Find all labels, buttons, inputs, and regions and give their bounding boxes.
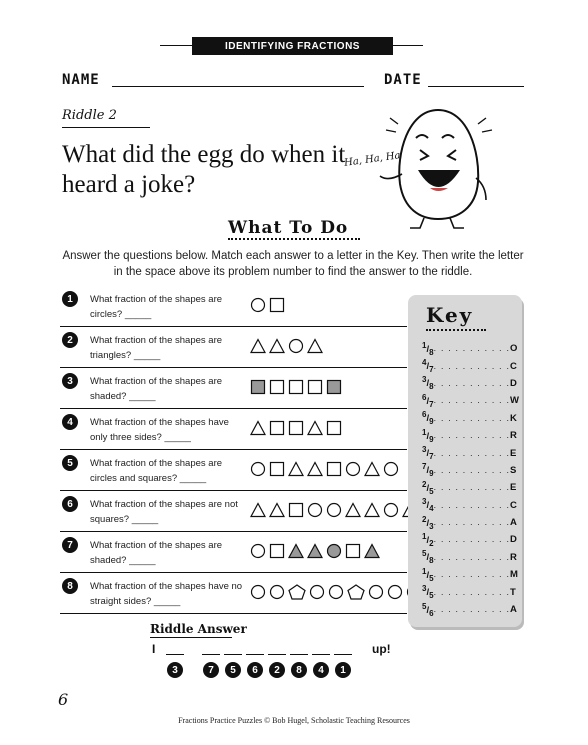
square-shape-icon <box>269 297 285 313</box>
question-text: What fraction of the shapes have only three sides? _____ <box>90 417 229 443</box>
circle-shape-icon <box>368 584 384 600</box>
key-dots: . . . . . . . . . . . <box>433 343 510 355</box>
key-item <box>422 340 518 357</box>
riddle-answer-title: Riddle Answer <box>150 622 247 636</box>
riddle-number: Riddle 2 <box>62 108 117 123</box>
answer-blank[interactable] <box>246 654 264 655</box>
key-dots: . . . . . . . . . . . <box>433 604 510 616</box>
key-letter: W <box>509 395 519 407</box>
riddle-underline <box>62 127 150 128</box>
answer-number-badge: 4 <box>313 662 329 678</box>
question-row <box>60 408 407 450</box>
key-dots: . . . . . . . . . . . <box>433 395 510 407</box>
key-dots: . . . . . . . . . . . <box>433 586 510 598</box>
question-number-badge: 5 <box>62 455 78 471</box>
key-fraction: $^5/_8$ <box>422 549 434 566</box>
key-dots: . . . . . . . . . . . <box>433 412 510 424</box>
question-shapes <box>250 461 399 482</box>
answer-blank[interactable] <box>312 654 330 655</box>
circle-shape-icon <box>387 584 403 600</box>
key-dots: . . . . . . . . . . . <box>433 464 510 476</box>
question-number-badge: 2 <box>62 332 78 348</box>
key-fraction: $^1/_9$ <box>422 427 434 444</box>
key-dots: . . . . . . . . . . . <box>433 482 510 494</box>
key-item <box>422 392 519 409</box>
square-shape-icon <box>326 379 342 395</box>
key-fraction: $^5/_6$ <box>422 601 434 618</box>
question-row <box>60 367 407 409</box>
key-letter: S <box>509 464 517 476</box>
laughing-egg-illustration <box>338 104 498 232</box>
answer-blank[interactable] <box>290 654 308 655</box>
circle-shape-icon <box>383 461 399 477</box>
key-item <box>422 531 517 549</box>
key-item <box>422 479 517 496</box>
date-field[interactable] <box>428 86 524 87</box>
answer-number-badge: 3 <box>167 662 183 678</box>
question-number-badge: 3 <box>62 373 78 389</box>
question-shapes <box>250 543 380 564</box>
section-banner: IDENTIFYING FRACTIONS <box>192 37 393 55</box>
triangle-shape-icon <box>307 543 323 559</box>
circle-shape-icon <box>250 297 266 313</box>
question-number-badge: 8 <box>62 578 78 594</box>
question-shapes <box>250 379 342 400</box>
question-number-badge: 6 <box>62 496 78 512</box>
key-item <box>422 410 517 427</box>
key-fraction: $^6/_9$ <box>422 410 434 427</box>
key-list <box>422 340 519 618</box>
triangle-shape-icon <box>364 461 380 477</box>
circle-shape-icon <box>307 502 323 518</box>
key-item <box>422 462 517 479</box>
key-letter: A <box>509 517 517 529</box>
circle-shape-icon <box>309 584 325 600</box>
key-title: Key <box>426 303 474 327</box>
triangle-shape-icon <box>307 420 323 436</box>
key-item <box>422 357 517 375</box>
key-letter: E <box>509 482 517 494</box>
square-shape-icon <box>269 420 285 436</box>
answer-suffix: up! <box>372 642 391 656</box>
key-dots: . . . . . . . . . . . <box>433 551 510 563</box>
key-letter: R <box>509 430 517 442</box>
square-shape-icon <box>307 379 323 395</box>
instructions: Answer the questions below. Match each answer to a letter in the Key. Then write the letter in the space above its problem number to find the answer to the riddle. <box>62 250 524 278</box>
question-shapes <box>250 420 342 441</box>
triangle-shape-icon <box>250 420 266 436</box>
triangle-shape-icon <box>364 502 380 518</box>
key-item <box>422 601 517 618</box>
key-letter: C <box>509 360 517 372</box>
key-letter: T <box>509 586 516 598</box>
name-label: NAME <box>62 72 100 88</box>
circle-shape-icon <box>250 461 266 477</box>
question-row <box>60 490 407 532</box>
key-item <box>422 375 517 392</box>
key-fraction: $^1/_8$ <box>422 340 434 357</box>
answer-number-badge: 8 <box>291 662 307 678</box>
what-to-do-title: What To Do <box>228 218 349 238</box>
key-letter: O <box>509 343 518 355</box>
key-dots: . . . . . . . . . . . <box>433 517 510 529</box>
square-shape-icon <box>288 379 304 395</box>
pentagon-shape-icon <box>288 584 306 600</box>
answer-blank[interactable] <box>268 654 286 655</box>
question-shapes <box>250 338 323 359</box>
key-item <box>422 583 514 600</box>
square-shape-icon <box>288 502 304 518</box>
key-letter: E <box>509 447 517 459</box>
circle-shape-icon <box>250 543 266 559</box>
square-shape-icon <box>326 461 342 477</box>
circle-shape-icon <box>288 338 304 354</box>
triangle-shape-icon <box>269 338 285 354</box>
key-dots: . . . . . . . . . . . <box>433 430 510 442</box>
question-row <box>60 449 407 491</box>
key-dots: . . . . . . . . . . . <box>433 499 510 511</box>
circle-shape-icon <box>269 584 285 600</box>
triangle-shape-icon <box>269 502 285 518</box>
question-text: What fraction of the shapes have no straight sides? _____ <box>90 581 243 607</box>
name-field[interactable] <box>112 86 364 87</box>
square-shape-icon <box>269 543 285 559</box>
triangle-shape-icon <box>288 543 304 559</box>
key-fraction: $^1/_2$ <box>422 531 434 549</box>
key-dots: . . . . . . . . . . . <box>433 534 510 546</box>
triangle-shape-icon <box>307 461 323 477</box>
circle-shape-icon <box>326 543 342 559</box>
question-text: What fraction of the shapes are circles and squares? _____ <box>90 458 223 484</box>
question-number-badge: 7 <box>62 537 78 553</box>
circle-shape-icon <box>326 502 342 518</box>
question-shapes <box>250 584 422 605</box>
key-letter: C <box>509 499 517 511</box>
riddle-answer-row <box>150 642 410 682</box>
question-row <box>60 326 407 368</box>
key-letter: D <box>509 534 517 546</box>
question-row <box>60 285 407 327</box>
answer-blank[interactable] <box>334 654 352 655</box>
key-fraction: $^3/_7$ <box>422 445 434 462</box>
question-number-badge: 1 <box>62 291 78 307</box>
answer-key-card <box>408 295 522 627</box>
key-item <box>422 427 517 444</box>
answer-number-badge: 1 <box>335 662 351 678</box>
question-shapes <box>250 502 418 523</box>
key-title-underline <box>426 329 486 331</box>
question-row <box>60 531 407 573</box>
key-dots: . . . . . . . . . . . <box>433 377 510 389</box>
answer-prefix: I <box>152 642 156 656</box>
key-letter: K <box>509 412 517 424</box>
triangle-shape-icon <box>364 543 380 559</box>
key-item <box>422 566 518 583</box>
key-item <box>422 514 517 531</box>
circle-shape-icon <box>328 584 344 600</box>
key-dots: . . . . . . . . . . . <box>433 360 510 372</box>
key-fraction: $^2/_3$ <box>422 514 434 531</box>
key-letter: M <box>509 569 518 581</box>
square-shape-icon <box>345 543 361 559</box>
key-fraction: $^3/_5$ <box>422 584 434 601</box>
question-number-badge: 4 <box>62 414 78 430</box>
question-text: What fraction of the shapes are triangles? _____ <box>90 335 223 361</box>
key-item <box>422 444 517 462</box>
answer-blank[interactable] <box>202 654 220 655</box>
answer-blank[interactable] <box>166 654 184 655</box>
square-shape-icon <box>250 379 266 395</box>
triangle-shape-icon <box>250 502 266 518</box>
key-letter: D <box>509 377 517 389</box>
triangle-shape-icon <box>288 461 304 477</box>
key-letter: R <box>509 551 517 563</box>
triangle-shape-icon <box>345 502 361 518</box>
key-dots: . . . . . . . . . . . <box>433 447 510 459</box>
page-number: 6 <box>58 690 69 709</box>
square-shape-icon <box>269 461 285 477</box>
what-to-do-underline <box>228 238 360 240</box>
riddle-question: What did the egg do when it heard a joke? <box>62 141 346 198</box>
key-item <box>422 549 517 566</box>
egg-laugh-text: Ha, Ha, Ha <box>343 150 402 169</box>
key-fraction: $^2/_5$ <box>422 479 434 496</box>
key-dots: . . . . . . . . . . . <box>433 569 510 581</box>
footer-credit: Fractions Practice Puzzles © Bob Hugel, Scholastic Teaching Resources <box>178 716 410 725</box>
square-shape-icon <box>269 379 285 395</box>
question-text: What fraction of the shapes are shaded? _____ <box>90 376 223 402</box>
key-fraction: $^3/_8$ <box>422 375 434 392</box>
key-fraction: $^6/_7$ <box>422 392 434 409</box>
key-item <box>422 497 517 514</box>
question-shapes <box>250 297 285 318</box>
circle-shape-icon <box>250 584 266 600</box>
question-text: What fraction of the shapes are shaded? _____ <box>90 540 223 566</box>
answer-number-badge: 7 <box>203 662 219 678</box>
triangle-shape-icon <box>307 338 323 354</box>
triangle-shape-icon <box>250 338 266 354</box>
key-letter: A <box>509 604 517 616</box>
answer-number-badge: 5 <box>225 662 241 678</box>
date-label: DATE <box>384 72 422 88</box>
pentagon-shape-icon <box>347 584 365 600</box>
key-fraction: $^1/_5$ <box>422 566 434 583</box>
key-fraction: $^4/_7$ <box>422 358 434 375</box>
key-fraction: $^3/_4$ <box>422 497 434 514</box>
circle-shape-icon <box>345 461 361 477</box>
circle-shape-icon <box>383 502 399 518</box>
key-fraction: $^7/_9$ <box>422 462 434 479</box>
riddle-answer-underline <box>150 637 232 638</box>
question-row <box>60 572 407 614</box>
answer-number-badge: 6 <box>247 662 263 678</box>
egg-icon <box>338 104 498 232</box>
square-shape-icon <box>288 420 304 436</box>
answer-number-badge: 2 <box>269 662 285 678</box>
square-shape-icon <box>326 420 342 436</box>
question-text: What fraction of the shapes are circles? _____ <box>90 294 223 320</box>
question-text: What fraction of the shapes are not squares? _____ <box>90 499 238 525</box>
answer-blank[interactable] <box>224 654 242 655</box>
